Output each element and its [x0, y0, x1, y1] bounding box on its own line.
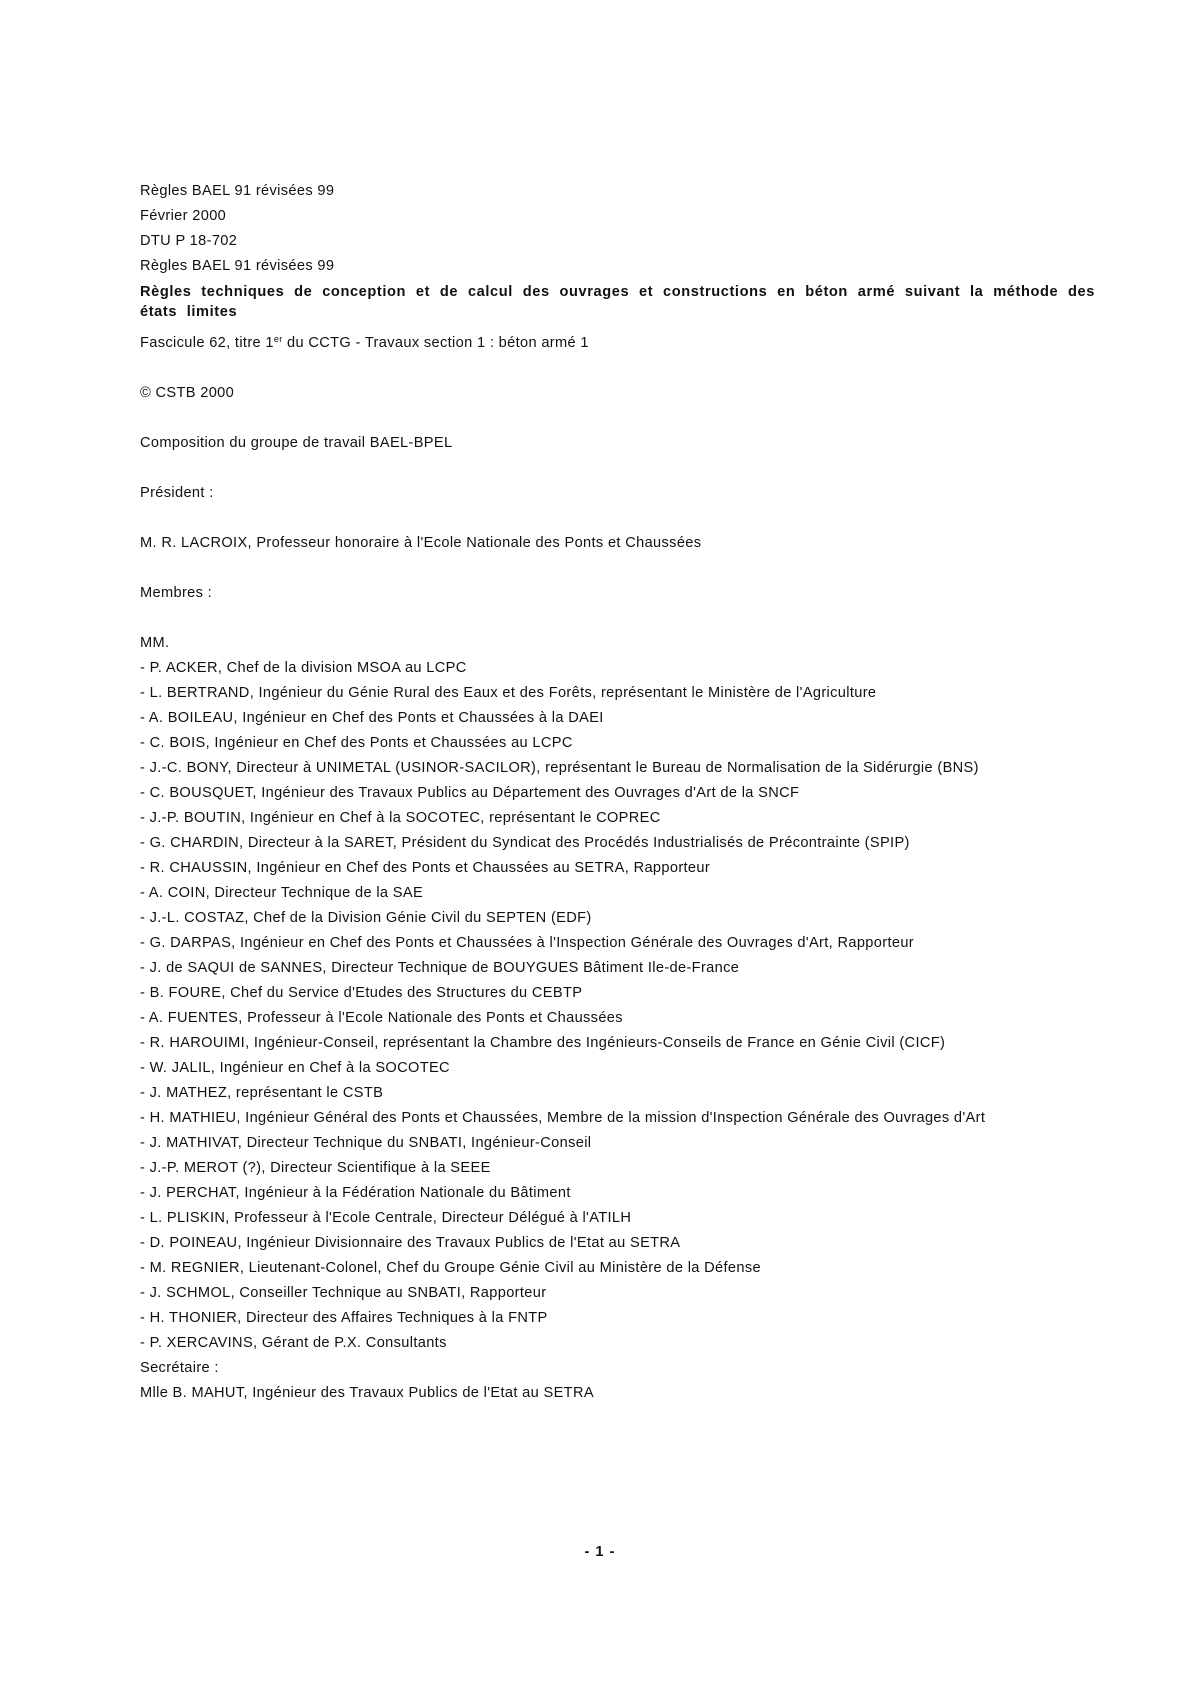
list-item: - A. BOILEAU, Ingénieur en Chef des Ponts et Chaussées à la DAEI — [140, 710, 604, 726]
document-page — [140, 182, 1095, 1409]
members-mm: MM. — [140, 635, 170, 651]
fascicule-line — [140, 334, 1095, 353]
list-item: - J. de SAQUI de SANNES, Directeur Technique de BOUYGUES Bâtiment Ile-de-France — [140, 960, 740, 976]
fascicule-post: du CCTG - Travaux section 1 : béton armé 1 — [282, 335, 589, 351]
list-item: - G. DARPAS, Ingénieur en Chef des Ponts et Chaussées à l'Inspection Générale des Ouvrages d'Art, Rapporteur — [140, 935, 914, 951]
secretary-label: Secrétaire : — [140, 1360, 219, 1376]
list-item: - J. MATHIVAT, Directeur Technique du SNBATI, Ingénieur-Conseil — [140, 1135, 592, 1151]
copyright: © CSTB 2000 — [140, 385, 235, 401]
members-list — [140, 659, 1095, 1353]
list-item: - C. BOIS, Ingénieur en Chef des Ponts et Chaussées au LCPC — [140, 735, 573, 751]
list-item: - J.-L. COSTAZ, Chef de la Division Génie Civil du SEPTEN (EDF) — [140, 910, 592, 926]
list-item: - A. COIN, Directeur Technique de la SAE — [140, 885, 424, 901]
list-item: - D. POINEAU, Ingénieur Divisionnaire des Travaux Publics de l'Etat au SETRA — [140, 1235, 681, 1251]
fascicule-pre: Fascicule 62, titre 1 — [140, 335, 274, 351]
list-item: - P. XERCAVINS, Gérant de P.X. Consultants — [140, 1335, 447, 1351]
list-item: - R. HAROUIMI, Ingénieur-Conseil, représentant la Chambre des Ingénieurs-Conseils de France en Génie Civil (CICF) — [140, 1035, 946, 1051]
list-item: - J. MATHEZ, représentant le CSTB — [140, 1085, 384, 1101]
fascicule-superscript: er — [273, 334, 283, 344]
list-item: - M. REGNIER, Lieutenant-Colonel, Chef du Groupe Génie Civil au Ministère de la Défense — [140, 1260, 761, 1276]
list-item: - C. BOUSQUET, Ingénieur des Travaux Publics au Département des Ouvrages d'Art de la SNCF — [140, 785, 800, 801]
page-number: - 1 - — [584, 1544, 616, 1560]
list-item: - R. CHAUSSIN, Ingénieur en Chef des Ponts et Chaussées au SETRA, Rapporteur — [140, 860, 711, 876]
list-item: - H. THONIER, Directeur des Affaires Techniques à la FNTP — [140, 1310, 548, 1326]
header-line-date: Février 2000 — [140, 208, 227, 224]
president-name: M. R. LACROIX, Professeur honoraire à l'Ecole Nationale des Ponts et Chaussées — [140, 535, 702, 551]
list-item: - H. MATHIEU, Ingénieur Général des Ponts et Chaussées, Membre de la mission d'Inspection Générale des Ouvrages d'Art — [140, 1110, 986, 1126]
list-item: - A. FUENTES, Professeur à l'Ecole Nationale des Ponts et Chaussées — [140, 1010, 623, 1026]
list-item: - G. CHARDIN, Directeur à la SARET, Président du Syndicat des Procédés Industrialisés de Précontrainte (SPIP) — [140, 835, 910, 851]
document-title: Règles techniques de conception et de calcul des ouvrages et constructions en béton armé suivant la méthode des états limites — [140, 284, 1095, 320]
list-item: - J.-P. MEROT (?), Directeur Scientifique à la SEEE — [140, 1160, 491, 1176]
list-item: - L. PLISKIN, Professeur à l'Ecole Centrale, Directeur Délégué à l'ATILH — [140, 1210, 632, 1226]
header-line-dtu: DTU P 18-702 — [140, 233, 238, 249]
list-item: - J. SCHMOL, Conseiller Technique au SNBATI, Rapporteur — [140, 1285, 547, 1301]
header-line-rules-repeat: Règles BAEL 91 révisées 99 — [140, 258, 335, 274]
members-label: Membres : — [140, 585, 213, 601]
list-item: - J.-C. BONY, Directeur à UNIMETAL (USINOR-SACILOR), représentant le Bureau de Normalisation de la Sidérurgie (BNS) — [140, 760, 979, 776]
secretary-name: Mlle B. MAHUT, Ingénieur des Travaux Publics de l'Etat au SETRA — [140, 1385, 594, 1401]
president-label: Président : — [140, 485, 214, 501]
group-heading: Composition du groupe de travail BAEL-BPEL — [140, 435, 453, 451]
list-item: - B. FOURE, Chef du Service d'Etudes des Structures du CEBTP — [140, 985, 583, 1001]
list-item: - J. PERCHAT, Ingénieur à la Fédération Nationale du Bâtiment — [140, 1185, 571, 1201]
header-line-rules: Règles BAEL 91 révisées 99 — [140, 183, 335, 199]
list-item: - J.-P. BOUTIN, Ingénieur en Chef à la SOCOTEC, représentant le COPREC — [140, 810, 661, 826]
list-item: - P. ACKER, Chef de la division MSOA au LCPC — [140, 660, 467, 676]
list-item: - L. BERTRAND, Ingénieur du Génie Rural des Eaux et des Forêts, représentant le Ministère de l'Agriculture — [140, 685, 877, 701]
list-item: - W. JALIL, Ingénieur en Chef à la SOCOTEC — [140, 1060, 450, 1076]
